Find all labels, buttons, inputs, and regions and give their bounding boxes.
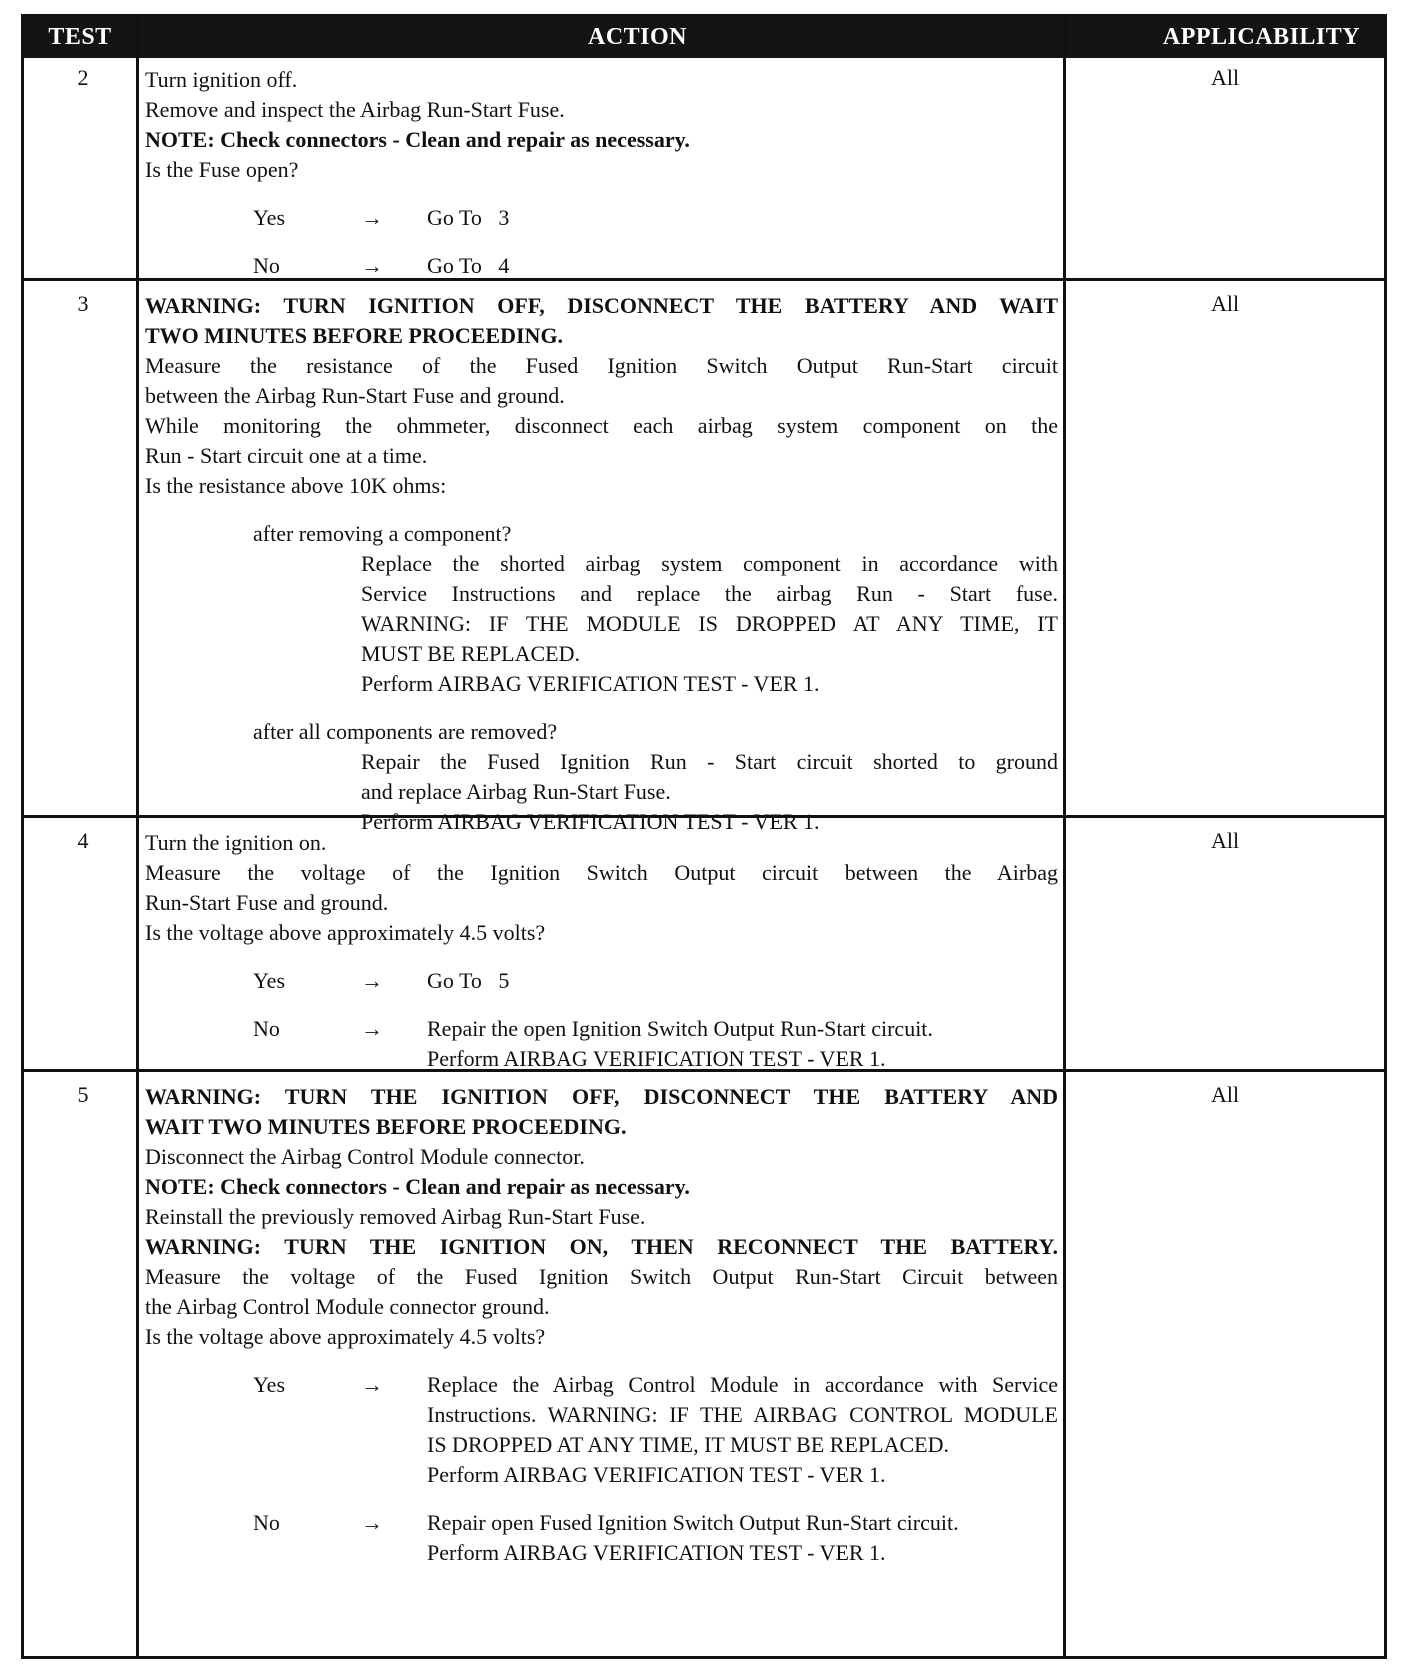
header-action: ACTION: [136, 17, 1139, 58]
yes-text: Go To 3: [427, 205, 510, 230]
no-option: [145, 251, 1065, 281]
action-cell: [145, 291, 1058, 837]
action-line: Reinstall the previously removed Airbag Run-Start Fuse.: [145, 1204, 646, 1229]
yes-text: Instructions. WARNING: IF THE AIRBAG CONTROL MODULE: [427, 1402, 1058, 1427]
action-line: Turn the ignition on.: [145, 830, 327, 855]
warning-line: WARNING: TURN THE IGNITION OFF, DISCONNECT THE BATTERY AND: [145, 1084, 1058, 1109]
applicability-value: All: [1210, 65, 1240, 90]
action-cell: [145, 828, 1058, 1074]
diagnostic-table: [21, 14, 1387, 1659]
action-line: Run - Start circuit one at a time.: [145, 443, 428, 468]
note-line: NOTE: Check connectors - Clean and repair as necessary.: [145, 1174, 690, 1199]
header-applicability: APPLICABILITY: [1139, 17, 1384, 58]
applicability-value: All: [1210, 291, 1240, 316]
yes-option: [145, 966, 1058, 996]
action-line: between the Airbag Run-Start Fuse and ground.: [145, 383, 565, 408]
question-line: Is the resistance above 10K ohms:: [145, 473, 447, 498]
no-label: No: [253, 253, 280, 278]
arrow-icon: →: [361, 1372, 383, 1397]
case-line: Replace the shorted airbag system component in accordance with: [361, 551, 1058, 576]
case-label: after removing a component?: [253, 521, 512, 546]
test-number: 4: [77, 828, 89, 853]
action-line: Turn ignition off.: [145, 67, 298, 92]
case-line: Perform AIRBAG VERIFICATION TEST - VER 1.: [361, 809, 820, 834]
no-option: [145, 1508, 1058, 1568]
yes-text: Go To 5: [427, 968, 510, 993]
arrow-icon: →: [361, 205, 383, 230]
no-option: [145, 1014, 1058, 1074]
action-line: Disconnect the Airbag Control Module connector.: [145, 1144, 585, 1169]
case-label: after all components are removed?: [253, 719, 558, 744]
case-line: Repair the Fused Ignition Run - Start circuit shorted to ground: [361, 749, 1058, 774]
question-line: Is the voltage above approximately 4.5 volts?: [145, 920, 546, 945]
question-line: Is the voltage above approximately 4.5 volts?: [145, 1324, 546, 1349]
case-line: Perform AIRBAG VERIFICATION TEST - VER 1.: [361, 671, 820, 696]
yes-text: IS DROPPED AT ANY TIME, IT MUST BE REPLACED.: [427, 1432, 949, 1457]
warning-line: WAIT TWO MINUTES BEFORE PROCEEDING.: [145, 1114, 627, 1139]
no-label: No: [253, 1510, 280, 1535]
note-line: NOTE: Check connectors - Clean and repair as necessary.: [145, 127, 690, 152]
no-text: Go To 4: [427, 253, 510, 278]
case-line: MUST BE REPLACED.: [361, 641, 581, 666]
warning-line: WARNING: TURN THE IGNITION ON, THEN RECONNECT THE BATTERY.: [145, 1234, 1058, 1259]
case-line: and replace Airbag Run-Start Fuse.: [361, 779, 671, 804]
case-line: Service Instructions and replace the airbag Run - Start fuse.: [361, 581, 1058, 606]
no-text: Repair the open Ignition Switch Output Run-Start circuit.: [427, 1016, 933, 1041]
test-number: 3: [77, 291, 89, 316]
no-label: No: [253, 1016, 280, 1041]
arrow-icon: →: [361, 968, 383, 993]
action-line: Run-Start Fuse and ground.: [145, 890, 389, 915]
action-line: While monitoring the ohmmeter, disconnect each airbag system component on the: [145, 413, 1058, 438]
action-line: Measure the resistance of the Fused Ignition Switch Output Run-Start circuit: [145, 353, 1058, 378]
case-line: WARNING: IF THE MODULE IS DROPPED AT ANY TIME, IT: [361, 611, 1058, 636]
question-line: Is the Fuse open?: [145, 157, 299, 182]
action-line: the Airbag Control Module connector ground.: [145, 1294, 550, 1319]
applicability-value: All: [1210, 1082, 1240, 1107]
arrow-icon: →: [361, 1510, 383, 1535]
yes-text: Perform AIRBAG VERIFICATION TEST - VER 1.: [427, 1462, 886, 1487]
header-test: TEST: [24, 17, 136, 58]
yes-label: Yes: [253, 1372, 286, 1397]
test-number: 2: [77, 65, 89, 90]
arrow-icon: →: [361, 1016, 383, 1041]
action-line: Remove and inspect the Airbag Run-Start Fuse.: [145, 97, 565, 122]
applicability-value: All: [1210, 828, 1240, 853]
action-cell: [145, 65, 1065, 281]
yes-label: Yes: [253, 205, 286, 230]
yes-label: Yes: [253, 968, 286, 993]
no-text: Perform AIRBAG VERIFICATION TEST - VER 1.: [427, 1540, 886, 1565]
yes-option: [145, 1370, 1058, 1490]
arrow-icon: →: [361, 253, 383, 278]
yes-option: [145, 203, 1065, 233]
action-line: Measure the voltage of the Fused Ignition Switch Output Run-Start Circuit between: [145, 1264, 1058, 1289]
warning-line: WARNING: TURN IGNITION OFF, DISCONNECT THE BATTERY AND WAIT: [145, 293, 1058, 318]
action-cell: [145, 1082, 1058, 1568]
warning-line: TWO MINUTES BEFORE PROCEEDING.: [145, 323, 564, 348]
yes-text: Replace the Airbag Control Module in accordance with Service: [427, 1372, 1058, 1397]
no-text: Perform AIRBAG VERIFICATION TEST - VER 1.: [427, 1046, 886, 1071]
action-line: Measure the voltage of the Ignition Switch Output circuit between the Airbag: [145, 860, 1058, 885]
no-text: Repair open Fused Ignition Switch Output Run-Start circuit.: [427, 1510, 959, 1535]
test-number: 5: [77, 1082, 89, 1107]
